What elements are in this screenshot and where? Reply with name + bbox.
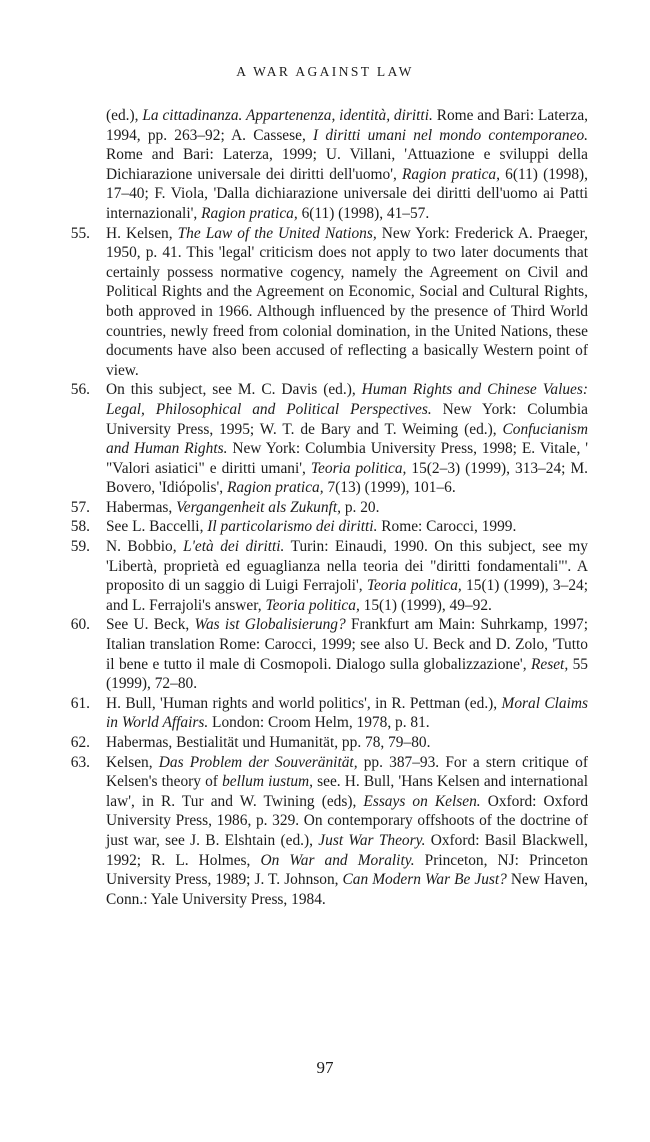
endnote-text-segment: Rome: Carocci, 1999. (377, 518, 517, 536)
italic-title: L'età dei diritti. (183, 538, 285, 556)
endnote-text (106, 538, 588, 614)
endnote-text-segment: Princeton, NJ: Princeton University Press, 1989; J. T. Johnson, (106, 851, 588, 889)
italic-title: Reset, (530, 655, 569, 673)
endnote-text-segment: Frankfurt am Main: Suhrkamp, 1997; Italian translation Rome: Carocci, 1999; see also U. Beck and D. Zolo, 'Tutto il bene e tutto il male di Cosmopoli. Dialogo sulla globalizzazione', (106, 616, 589, 673)
italic-title: Teoria politica, (265, 596, 360, 614)
endnote (50, 694, 588, 733)
endnote-text-segment: Oxford: Basil Blackwell, 1992; R. L. Holmes, (106, 831, 588, 869)
endnote-text-segment: See L. Baccelli, (106, 518, 208, 536)
endnote-text-segment: (ed.), (106, 107, 143, 124)
endnote-text (106, 734, 430, 751)
endnote-text-segment: New York: Columbia University Press, 1998; E. Vitale, ' "Valori asiatici" e diritti umani', (106, 440, 588, 477)
endnote-text-segment: 55 (1999), 72–80. (106, 655, 588, 693)
italic-title: Just War Theory. (318, 831, 426, 849)
endnote-number: 59. (70, 538, 90, 556)
endnote-number: 63. (70, 753, 90, 771)
running-head: A WAR AGAINST LAW (236, 64, 414, 79)
endnote-text (106, 499, 379, 516)
endnote-text (106, 754, 588, 908)
endnote (50, 498, 588, 518)
italic-title: Das Problem der Souveränität, (158, 753, 358, 771)
endnote-text-segment: H. Bull, 'Human rights and world politics', in R. Pettman (ed.), (106, 694, 502, 712)
endnote-number: 60. (70, 616, 90, 634)
endnote (50, 517, 588, 537)
italic-title: Ragion pratica, (226, 479, 324, 497)
endnote-text (106, 381, 588, 496)
endnote-text-segment: 6(11) (1998), 17–40; F. Viola, 'Dalla dichiarazione universale dei diritti dell'uomo ai Patti internazionali', (106, 165, 588, 222)
italic-title: bellum iustum, (222, 773, 314, 791)
italic-title: Ragion pratica, (201, 204, 298, 222)
endnote-text-segment: New York: Columbia University Press, 1995; W. T. de Bary and T. Weiming (ed.), (106, 400, 588, 438)
endnote-text-segment: p. 20. (340, 498, 380, 516)
endnote (50, 537, 588, 615)
endnote (50, 753, 588, 910)
endnote-text-segment: New Haven, Conn.: Yale University Press, 1984. (106, 871, 588, 908)
italic-title: Il particolarismo dei diritti. (207, 518, 378, 536)
italic-title: I diritti umani nel mondo contemporaneo. (313, 126, 588, 144)
endnote-text (106, 616, 588, 692)
endnote-text-segment: London: Croom Helm, 1978, p. 81. (208, 714, 430, 732)
endnote-text-segment: See U. Beck, (106, 616, 195, 634)
italic-title: Teoria politica, (310, 459, 407, 477)
endnote-number: 61. (70, 694, 90, 712)
endnote-text (106, 695, 588, 732)
endnote-text-segment: 15(1) (1999), 3–24; and L. Ferrajoli's answer, (106, 577, 588, 614)
endnote-number: 62. (70, 734, 90, 751)
endnote-text (106, 225, 588, 379)
italic-title: Vergangenheit als Zukunft, (176, 498, 341, 516)
endnote-text-segment: 7(13) (1999), 101–6. (323, 479, 456, 497)
italic-title: Human Rights and Chinese Values: Legal, Philosophical and Political Perspectives. (106, 381, 588, 418)
endnote-number: 58. (70, 518, 90, 536)
italic-title: Can Modern War Be Just? (342, 871, 507, 889)
endnote-text-segment: On this subject, see M. C. Davis (ed.), (106, 381, 362, 399)
endnote-text-segment: 15(1) (1999), 49–92. (359, 596, 492, 614)
endnote-text-segment: Rome and Bari: Laterza, 1994, pp. 263–92; A. Cassese, (106, 107, 589, 144)
italic-title: Teoria politica, (366, 577, 462, 595)
endnote-text-segment: Turin: Einaudi, 1990. On this subject, see my 'Libertà, proprietà ed eguaglianza nella teoria dei "diritti fondamentali"'. A proposito di un saggio di Luigi Ferrajoli', (106, 538, 588, 595)
endnote (50, 615, 588, 693)
endnotes-list (50, 106, 588, 909)
endnote-text-segment: Habermas, Bestialität und Humanität, pp. 78, 79–80. (106, 734, 431, 751)
endnote-text-segment: pp. 387–93. For a stern critique of Kelsen's theory of (106, 753, 588, 791)
endnote (50, 224, 588, 381)
endnote-number: 55. (70, 224, 90, 242)
endnote-text (106, 518, 516, 535)
endnote-text-segment: Kelsen, (106, 753, 159, 771)
endnote-text-segment: N. Bobbio, (106, 538, 184, 556)
endnote-continuation (50, 106, 588, 224)
endnote-number: 57. (70, 498, 90, 516)
endnote-text-segment: Oxford: Oxford University Press, 1986, p. 329. On contemporary offshoots of the doctrine of just war, see J. B. Elshtain (ed.), (106, 792, 589, 849)
endnote-text-segment: see. H. Bull, 'Hans Kelsen and international law', in R. Tur and W. Twining (eds), (106, 773, 588, 810)
italic-title: The Law of the United Nations, (177, 224, 377, 242)
italic-title: Moral Claims in World Affairs. (106, 694, 588, 732)
italic-title: On War and Morality. (260, 851, 415, 869)
italic-title: Was ist Globalisierung? (194, 616, 346, 634)
endnote-text-segment: 15(2–3) (1999), 313–24; M. Bovero, 'Idiópolis', (106, 459, 588, 497)
endnote-text-segment: New York: Frederick A. Praeger, 1950, p. 41. This 'legal' criticism does not apply to two later documents that certainly possess normative cogency, namely the Agreement on Civil and Political Rights and the Agreement on Economic, Social and Cultural Rights, both approved in 1966. Although influenced by the presence of Third World countries, newly freed from colonial domination, in the United Nations, these documents have also been accused of reflecting a basically Western point of view. (106, 224, 588, 379)
endnote-text (106, 107, 588, 222)
endnote-text-segment: Habermas, (106, 498, 177, 516)
italic-title: Ragion pratica, (402, 165, 500, 183)
endnote-number: 56. (70, 381, 90, 399)
endnote-text-segment: H. Kelsen, (106, 224, 178, 242)
endnote (50, 380, 588, 498)
italic-title: Confucianism and Human Rights. (106, 420, 588, 458)
endnote (50, 733, 588, 753)
endnote-text-segment: 6(11) (1998), 41–57. (297, 204, 430, 222)
italic-title: Essays on Kelsen. (363, 792, 481, 810)
italic-title: La cittadinanza. Appartenenza, identità, diritti. (142, 107, 433, 124)
endnote-text-segment: Rome and Bari: Laterza, 1999; U. Villani, 'Attuazione e sviluppi della Dichiarazione universale dei diritti dell'uomo', (106, 146, 588, 183)
page-number: 97 (316, 1058, 334, 1077)
